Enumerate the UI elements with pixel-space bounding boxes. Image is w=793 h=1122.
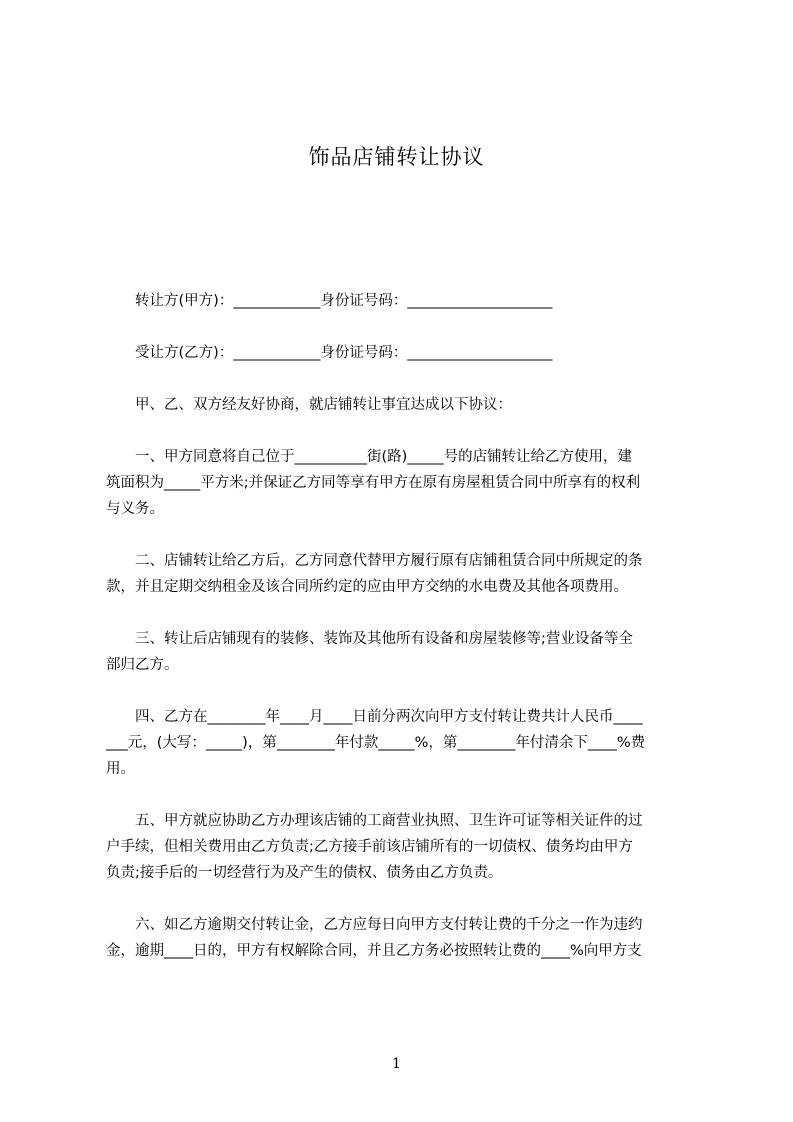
clause-3-line-1: 三、转让后店铺现有的装修、装饰及其他所有设备和房屋装修等;营业设备等全 xyxy=(135,631,633,647)
clause-6 xyxy=(106,912,700,964)
document-title: 饰品店铺转让协议 xyxy=(308,145,485,169)
clause-5-line-1: 五、甲方就应协助乙方办理该店铺的工商营业执照、卫生许可证等相关证件的过 xyxy=(135,813,643,829)
clause-3-line-2: 部归乙方。 xyxy=(106,657,179,673)
party-b-line: 受让方(乙方)：____________身份证号码：____________________ xyxy=(135,345,553,361)
clause-1 xyxy=(106,444,700,522)
intro-paragraph: 甲、乙、双方经友好协商，就店铺转让事宜达成以下协议： xyxy=(135,397,512,413)
clause-2 xyxy=(106,548,700,600)
party-a-line: 转让方(甲方)：____________身份证号码：____________________ xyxy=(135,293,553,309)
clause-4-line-1: 四、乙方在________年____月____日前分两次向甲方支付转让费共计人民币____ xyxy=(135,709,643,725)
clause-1-line-1: 一、甲方同意将自己位于__________街(路)_____号的店铺转让给乙方使用，建 xyxy=(135,449,633,465)
clause-4-line-2: ___元，(大写：_____)，第________年付款_____%，第________年付清余下____%费 xyxy=(106,735,646,751)
document-body xyxy=(106,288,700,990)
clause-2-line-2: 款，并且定期交纳租金及该合同所约定的应由甲方交纳的水电费及其他各项费用。 xyxy=(106,579,628,595)
clause-2-line-1: 二、店铺转让给乙方后，乙方同意代替甲方履行原有店铺租赁合同中所规定的条 xyxy=(135,553,643,569)
clause-5 xyxy=(106,808,700,886)
clause-5-line-2: 户手续，但相关费用由乙方负责;乙方接手前该店铺所有的一切债权、债务均由甲方 xyxy=(106,839,633,855)
clause-5-line-3: 负责;接手后的一切经营行为及产生的债权、债务由乙方负责。 xyxy=(106,865,503,881)
clause-6-line-2: 金，逾期____日的，甲方有权解除合同，并且乙方务必按照转让费的____%向甲方支 xyxy=(106,943,642,959)
clause-4-line-3: 用。 xyxy=(106,761,135,777)
clause-6-line-1: 六、如乙方逾期交付转让金，乙方应每日向甲方支付转让费的千分之一作为违约 xyxy=(135,917,643,933)
clause-1-line-2: 筑面积为_____平方米;并保证乙方同等享有甲方在原有房屋租赁合同中所享有的权利 xyxy=(106,475,641,491)
clause-3 xyxy=(106,626,700,678)
clause-1-line-3: 与义务。 xyxy=(106,501,164,517)
page-number: 1 xyxy=(392,1056,401,1072)
clause-4 xyxy=(106,704,700,782)
